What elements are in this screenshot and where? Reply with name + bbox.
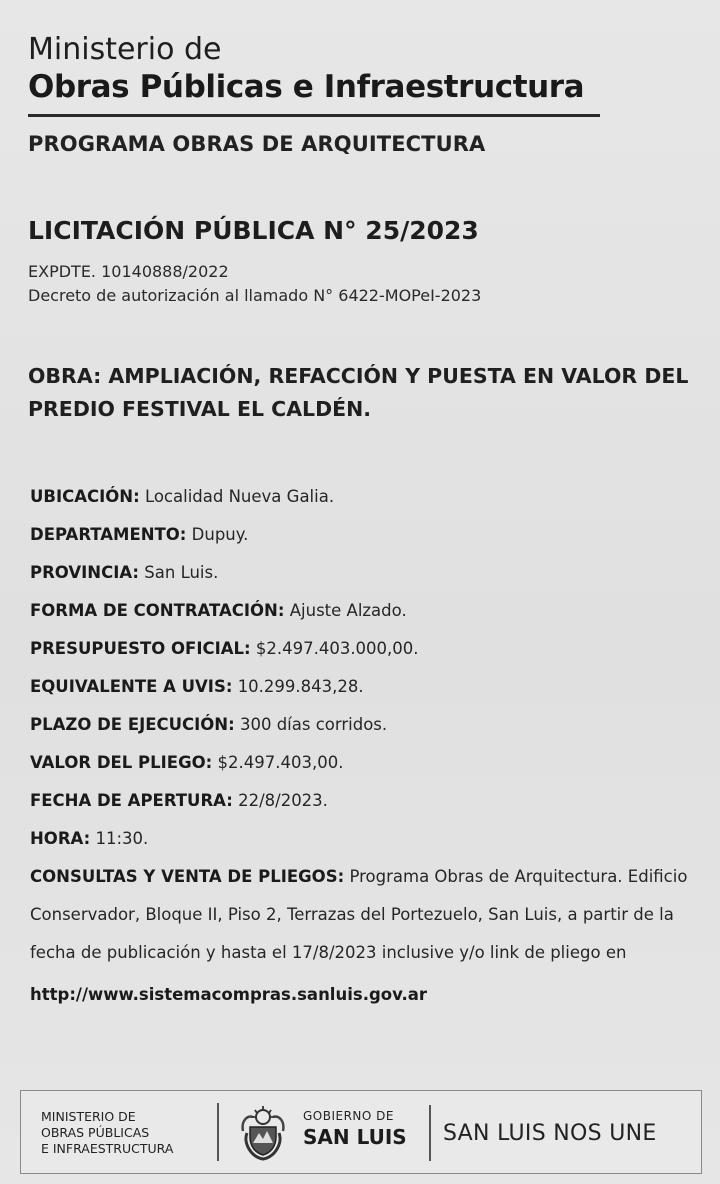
detail-value: San Luis. xyxy=(144,563,219,582)
detail-value: $2.497.403.000,00. xyxy=(255,639,419,658)
detail-row-contract-type xyxy=(30,592,706,630)
detail-row-department xyxy=(30,516,706,554)
detail-row-uvis xyxy=(30,668,706,706)
footer-ministry-line: E INFRAESTRUCTURA xyxy=(41,1141,174,1156)
detail-value: Localidad Nueva Galia. xyxy=(144,487,335,506)
detail-row-opening-date xyxy=(30,782,706,820)
decree-reference: Decreto de autorización al llamado N° 6422-MOPeI-2023 xyxy=(28,286,482,305)
detail-row-time xyxy=(30,820,706,858)
footer-divider xyxy=(429,1105,431,1161)
detail-value: Ajuste Alzado. xyxy=(289,601,407,620)
detail-label: HORA: xyxy=(30,829,91,848)
program-title: PROGRAMA OBRAS DE ARQUITECTURA xyxy=(28,132,486,156)
footer-banner xyxy=(20,1090,702,1174)
inquiries-label: CONSULTAS Y VENTA DE PLIEGOS: xyxy=(30,867,345,886)
work-description: OBRA: AMPLIACIÓN, REFACCIÓN Y PUESTA EN VALOR DEL PREDIO FESTIVAL EL CALDÉN. xyxy=(28,364,689,421)
detail-label: PLAZO DE EJECUCIÓN: xyxy=(30,715,235,734)
detail-label: PRESUPUESTO OFICIAL: xyxy=(30,639,251,658)
detail-row-province xyxy=(30,554,706,592)
government-line2: SAN LUIS xyxy=(303,1125,407,1149)
detail-row-budget xyxy=(30,630,706,668)
government-line1: GOBIERNO DE xyxy=(303,1109,394,1123)
inquiries-paragraph xyxy=(30,858,706,972)
footer-ministry-name xyxy=(41,1109,173,1157)
detail-value: 11:30. xyxy=(95,829,149,848)
ministry-title-line1: Ministerio de xyxy=(28,32,222,67)
government-logo-text xyxy=(303,1109,407,1149)
detail-row-document-price xyxy=(30,744,706,782)
detail-value: 10.299.843,28. xyxy=(237,677,364,696)
detail-row-location xyxy=(30,478,706,516)
detail-label: FECHA DE APERTURA: xyxy=(30,791,233,810)
detail-label: UBICACIÓN: xyxy=(30,487,140,506)
ministry-title-line2: Obras Públicas e Infraestructura xyxy=(28,69,585,105)
detail-value: 22/8/2023. xyxy=(238,791,328,810)
footer-ministry-line: OBRAS PÚBLICAS xyxy=(41,1125,150,1140)
detail-row-term xyxy=(30,706,706,744)
slogan: SAN LUIS NOS UNE xyxy=(443,1121,657,1146)
header-divider xyxy=(28,114,600,117)
detail-value: 300 días corridos. xyxy=(239,715,388,734)
ministry-header xyxy=(28,32,584,106)
footer-ministry-line: MINISTERIO DE xyxy=(41,1109,136,1124)
detail-value: $2.497.403,00. xyxy=(217,753,344,772)
detail-label: VALOR DEL PLIEGO: xyxy=(30,753,213,772)
inquiries-text: Programa Obras de Arquitectura. Edificio Conservador, Bloque II, Piso 2, Terrazas del Portezuelo, San Luis, a partir de la fecha de publicación y hasta el 17/8/2023 inclusive y/o link de pliego en xyxy=(30,867,688,962)
detail-label: EQUIVALENTE A UVIS: xyxy=(30,677,233,696)
detail-label: FORMA DE CONTRATACIÓN: xyxy=(30,601,285,620)
coat-of-arms-icon xyxy=(233,1103,293,1163)
purchase-link[interactable]: http://www.sistemacompras.sanluis.gov.ar xyxy=(30,985,428,1004)
detail-label: DEPARTAMENTO: xyxy=(30,525,187,544)
tender-details xyxy=(30,478,706,1014)
footer-divider xyxy=(217,1103,219,1161)
tender-title: LICITACIÓN PÚBLICA N° 25/2023 xyxy=(28,216,479,245)
detail-value: Dupuy. xyxy=(191,525,249,544)
detail-label: PROVINCIA: xyxy=(30,563,140,582)
file-number: EXPDTE. 10140888/2022 xyxy=(28,262,229,281)
